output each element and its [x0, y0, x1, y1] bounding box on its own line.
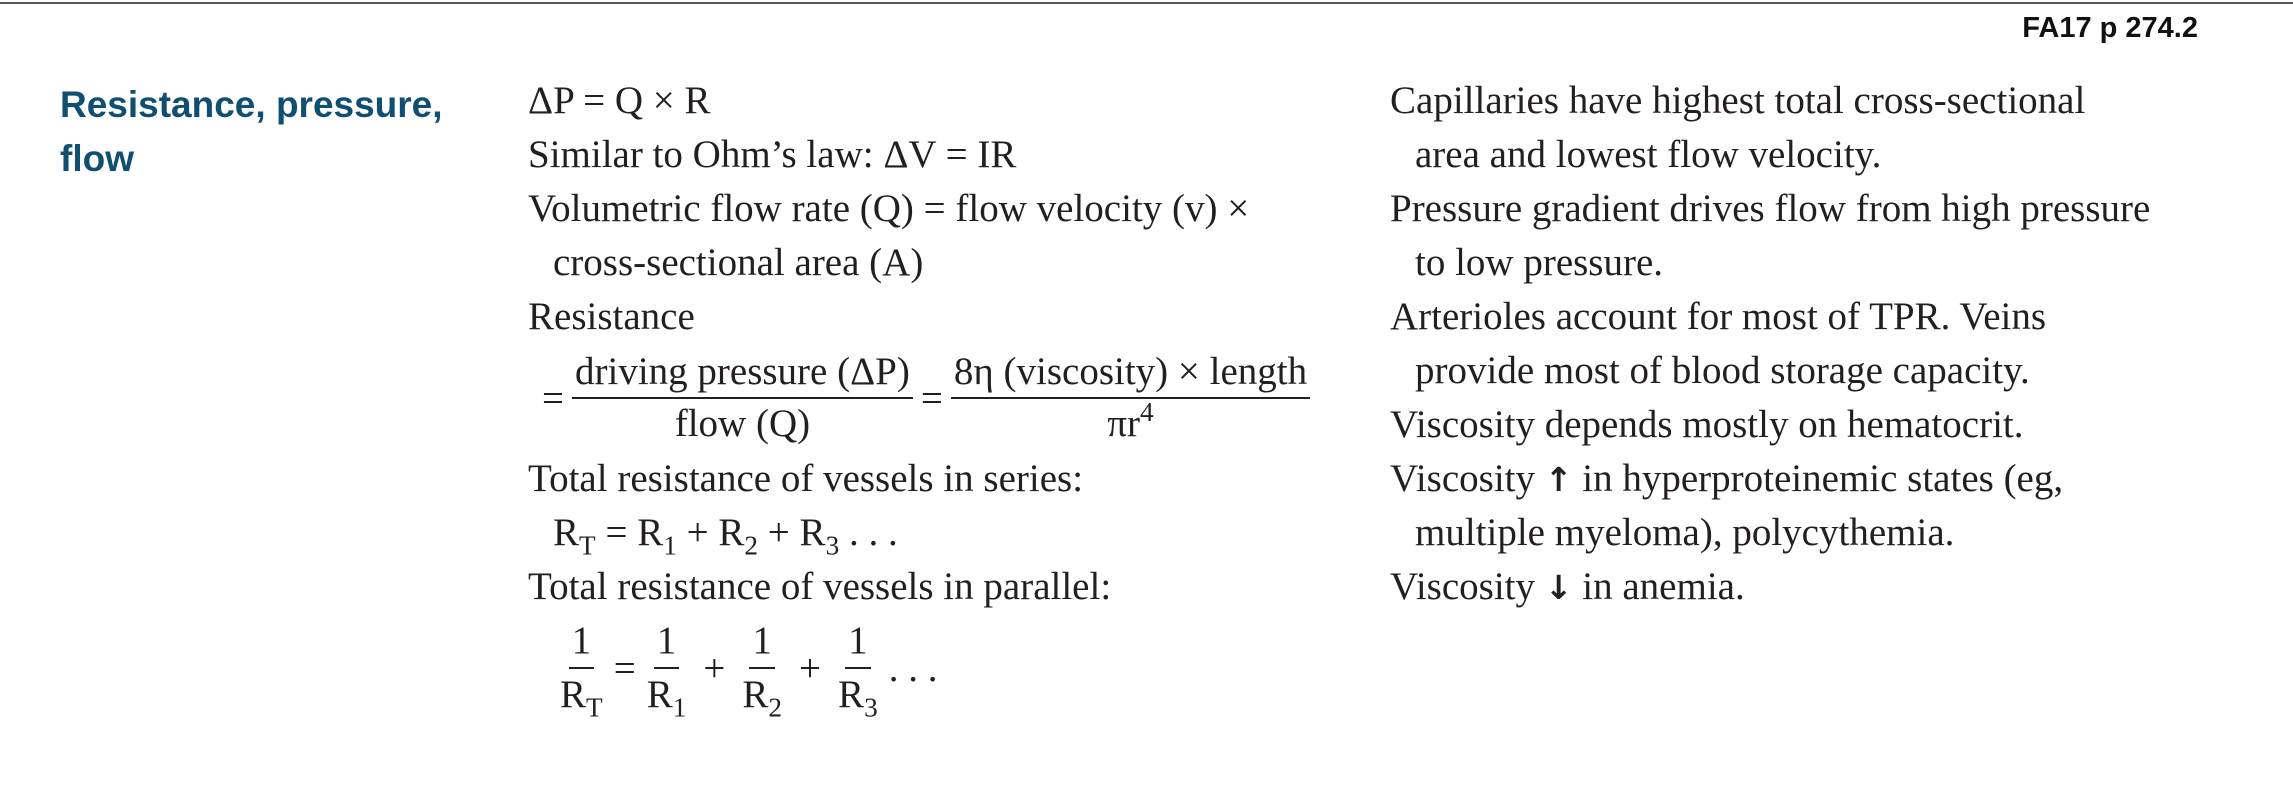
note-line: provide most of blood storage capacity.: [1415, 349, 2030, 392]
fraction-denominator: [835, 669, 881, 721]
poiseuille-fraction: [951, 347, 1310, 449]
r-symbol: R: [646, 673, 673, 716]
series-equation: [528, 506, 1348, 560]
r-symbol: R: [553, 511, 580, 554]
reciprocal-total-fraction: [557, 615, 606, 721]
fraction-denominator: [739, 669, 785, 721]
parallel-label: Total resistance of vessels in parallel:: [528, 565, 1112, 608]
equals-sign: =: [920, 376, 943, 420]
parallel-equation: [528, 614, 1348, 722]
page-reference: FA17 p 274.2: [2022, 12, 2198, 44]
note-line: to low pressure.: [1415, 241, 1664, 284]
reciprocal-r1-fraction: [644, 615, 690, 721]
fraction-denominator: [644, 669, 690, 721]
subscript: 2: [744, 530, 759, 561]
fraction-numerator: 1: [569, 615, 595, 669]
ellipsis: . . .: [848, 511, 898, 554]
ellipsis: . . .: [888, 646, 938, 690]
r-symbol: R: [718, 511, 745, 554]
reciprocal-r3-fraction: [835, 615, 881, 721]
subscript: 2: [768, 692, 783, 723]
formula-column: [528, 74, 1348, 722]
pi-r: πr: [1107, 402, 1141, 445]
note-text: Viscosity: [1390, 565, 1535, 608]
note-line: area and lowest flow velocity.: [1415, 133, 1882, 176]
subscript: 3: [864, 692, 878, 723]
note-text: Viscosity: [1390, 457, 1535, 500]
note-line: Capillaries have highest total cross-sectional: [1390, 79, 2086, 122]
note-line: Viscosity depends mostly on hematocrit.: [1390, 403, 2024, 446]
exponent: 4: [1140, 397, 1154, 427]
ohms-law-line: Similar to Ohm’s law: ΔV = IR: [528, 133, 1017, 176]
r-symbol: R: [742, 673, 769, 716]
equals-sign: =: [542, 376, 564, 420]
down-arrow-icon: ↓: [1544, 568, 1573, 607]
top-rule: [0, 2, 2293, 4]
plus-sign: +: [686, 511, 709, 554]
resistance-label: Resistance: [528, 295, 695, 338]
r-symbol: R: [799, 511, 826, 554]
note-line: Arterioles account for most of TPR. Veins: [1390, 295, 2047, 338]
note-line: multiple myeloma), polycythemia.: [1415, 511, 1955, 554]
plus-sign: +: [767, 511, 790, 554]
subscript: 3: [825, 530, 840, 561]
series-label: Total resistance of vessels in series:: [528, 457, 1084, 500]
viscosity-increase-line: [1390, 452, 2270, 506]
fraction-numerator: 1: [845, 615, 871, 669]
flow-rate-line-1: Volumetric flow rate (Q) = flow velocity (v) ×: [528, 187, 1250, 230]
plus-sign: +: [799, 646, 822, 690]
notes-column: [1390, 74, 2270, 614]
fraction-denominator: flow (Q): [674, 402, 811, 445]
equals-sign: =: [605, 511, 628, 554]
subscript: 1: [663, 530, 677, 561]
fraction-numerator: 1: [749, 615, 775, 669]
plus-sign: +: [703, 646, 726, 690]
subscript: 1: [672, 692, 687, 723]
fraction-denominator: [557, 669, 606, 721]
note-text: in hyperproteinemic states (eg,: [1582, 457, 2064, 500]
note-line: Pressure gradient drives flow from high pressure: [1390, 187, 2151, 230]
r-symbol: R: [637, 511, 664, 554]
flow-rate-line-2: cross-sectional area (A): [553, 241, 924, 284]
fraction-numerator: driving pressure (ΔP): [572, 347, 913, 399]
fraction-denominator: [1104, 399, 1156, 449]
equals-sign: =: [613, 646, 636, 690]
fraction-numerator: 1: [654, 615, 680, 669]
pressure-flow-equation: ΔP = Q × R: [528, 79, 711, 122]
r-symbol: R: [560, 673, 587, 716]
reciprocal-r2-fraction: [739, 615, 785, 721]
resistance-equation: [528, 344, 1348, 452]
viscosity-decrease-line: [1390, 560, 2270, 614]
r-symbol: R: [838, 673, 865, 716]
pressure-over-flow-fraction: [572, 347, 913, 449]
subscript: T: [579, 530, 596, 561]
note-text: in anemia.: [1582, 565, 1745, 608]
fraction-numerator: 8η (viscosity) × length: [951, 347, 1310, 399]
section-title: Resistance, pressure, flow: [60, 84, 443, 179]
up-arrow-icon: ↑: [1544, 460, 1573, 499]
subscript: T: [586, 692, 603, 723]
